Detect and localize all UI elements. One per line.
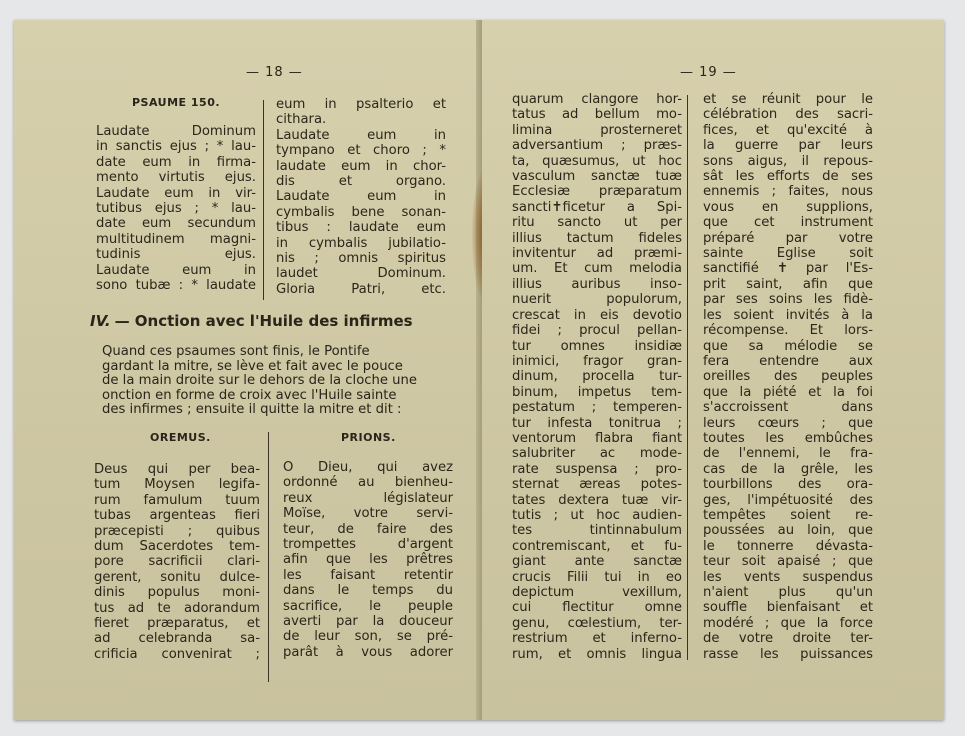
text-line: dinum, procella tur- <box>512 369 682 385</box>
latin-continuation-text <box>512 92 682 662</box>
column-divider-psalm <box>263 100 264 300</box>
oremus-latin-text <box>94 462 260 662</box>
text-line: tus ad te adorandum <box>94 600 260 616</box>
text-line: Laudate eum in <box>96 262 256 278</box>
text-line: sancti✝ficetur a Spi- <box>512 199 682 215</box>
text-line: des infirmes ; ensuite il quitte la mitre et dit : <box>102 402 402 418</box>
text-line: um. Et cum melodia <box>512 261 682 277</box>
text-line: toutes les embûches <box>703 430 873 446</box>
text-line: cui flectitur omne <box>512 600 682 616</box>
text-line: sono tubæ : * laudate <box>96 278 256 294</box>
text-line: dum Sacerdotes tem- <box>94 539 260 555</box>
text-line: préparé par votre <box>703 230 873 246</box>
text-line: laudet Dominum. <box>276 266 446 282</box>
text-line: præcepisti ; quibus <box>94 523 260 539</box>
psalm-title: PSAUME 150. <box>132 96 221 109</box>
text-line: dis et organo. <box>276 174 446 190</box>
text-line: crescat in eis devotio <box>512 307 682 323</box>
text-line: sanctifié ✝ par l'Es- <box>703 261 873 277</box>
psalm-column-2 <box>276 97 446 297</box>
text-line: ennemis ; faites, nous <box>703 184 873 200</box>
text-line: dinis populus moni- <box>94 585 260 601</box>
text-line: restrium et inferno- <box>512 631 682 647</box>
text-line: depictum vexillum, <box>512 585 682 600</box>
section-heading <box>90 312 413 330</box>
text-line: rasse les puissances <box>703 646 873 662</box>
text-line: de leur son, se pré- <box>283 629 453 645</box>
text-line: les vents suspendus <box>703 569 873 585</box>
text-line: tum Moysen legifa- <box>94 477 260 493</box>
text-line: inimici, fragor gran- <box>512 353 682 369</box>
text-line: ges, l'impétuosité des <box>703 492 873 508</box>
text-line: cas de la grêle, les <box>703 461 873 477</box>
text-line: crificia convenirat ; <box>94 646 260 662</box>
column-divider-prayer <box>268 432 269 682</box>
prions-heading: PRIONS. <box>341 431 396 444</box>
text-line: in sanctis ejus ; * lau- <box>96 139 256 155</box>
text-line: tur omnes insidiæ <box>512 338 682 354</box>
text-line: tes tintinnabulum <box>512 523 682 539</box>
text-line: fices, et qu'excité à <box>703 122 873 138</box>
text-line: tutis ; ut hoc audien- <box>512 507 682 523</box>
text-line: Moïse, votre servi- <box>283 506 453 522</box>
text-line: invitentur ad præmi- <box>512 246 682 262</box>
text-line: oreilles des peuples <box>703 369 873 385</box>
text-line: modéré ; que la force <box>703 615 873 631</box>
text-line: Laudate eum in <box>276 189 446 205</box>
text-line: leurs cœurs ; que <box>703 415 873 431</box>
text-line: pestatum ; temperen- <box>512 400 682 416</box>
oremus-heading: OREMUS. <box>150 431 211 444</box>
text-line: et se réunit pour le <box>703 92 873 107</box>
text-line: salubriter ac mode- <box>512 446 682 462</box>
text-line: Laudate eum in vir- <box>96 185 256 201</box>
section-title: — Onction avec l'Huile des infirmes <box>114 312 413 330</box>
text-line: quarum clangore hor- <box>512 92 682 107</box>
text-line: ritu sancto ut per <box>512 215 682 231</box>
text-line: de votre droite ter- <box>703 631 873 647</box>
prions-french-text <box>283 460 453 660</box>
text-line: sacrifice, le peuple <box>283 598 453 614</box>
text-line: sternat æreas potes- <box>512 477 682 493</box>
text-line: le tonnerre dévasta- <box>703 538 873 554</box>
text-line: illius tactum fideles <box>512 230 682 246</box>
text-line: par ses soins les fidè- <box>703 292 873 308</box>
text-line: tubas argenteas fieri <box>94 508 260 524</box>
left-page <box>14 20 480 720</box>
text-line: tempêtes soient re- <box>703 507 873 523</box>
section-number: IV. <box>90 312 111 330</box>
text-line: pore sacrificii clari- <box>94 554 260 570</box>
text-line: prit saint, afin que <box>703 276 873 292</box>
text-line: nis ; omnis spiritus <box>276 251 446 267</box>
column-divider-right <box>687 95 688 660</box>
text-line: averti par la douceur <box>283 614 453 630</box>
text-line: les faisant retentir <box>283 567 453 583</box>
text-line: nuerit populorum, <box>512 292 682 308</box>
text-line: parât à vous adorer <box>283 644 453 660</box>
text-line: multitudinem magni- <box>96 231 256 247</box>
french-continuation-text <box>703 92 873 662</box>
text-line: adversantium ; præs- <box>512 138 682 154</box>
text-line: Laudate eum in <box>276 127 446 143</box>
text-line: récompense. Et lors- <box>703 323 873 339</box>
text-line: n'aient plus qu'un <box>703 585 873 600</box>
text-line: mento virtutis ejus. <box>96 170 256 186</box>
text-line: dans le temps du <box>283 583 453 599</box>
text-line: O Dieu, qui avez <box>283 460 453 475</box>
text-line: fera entendre aux <box>703 353 873 369</box>
text-line: sât les efforts de ses <box>703 169 873 185</box>
text-line: Laudate Dominum <box>96 124 256 139</box>
right-page <box>482 20 944 720</box>
text-line: la guerre par leurs <box>703 138 873 154</box>
open-booklet <box>14 20 944 720</box>
text-line: trompettes d'argent <box>283 537 453 553</box>
text-line: eum in psalterio et <box>276 97 446 112</box>
text-line: ventorum flabra fiant <box>512 430 682 446</box>
text-line: limina prosterneret <box>512 122 682 138</box>
page-number-left: — 18 — <box>246 65 303 80</box>
text-line: contremiscant, et fu- <box>512 538 682 554</box>
text-line: ad celebranda sa- <box>94 631 260 647</box>
text-line: rum, et omnis lingua <box>512 646 682 662</box>
text-line: de l'ennemi, le fra- <box>703 446 873 462</box>
text-line: binum, impetus tem- <box>512 384 682 400</box>
text-line: les soient invités à la <box>703 307 873 323</box>
text-line: genu, cœlestium, ter- <box>512 615 682 631</box>
text-line: tourbillons des ora- <box>703 477 873 493</box>
text-line: rate suspensa ; pro- <box>512 461 682 477</box>
psalm-column-1 <box>96 124 256 293</box>
text-line: Deus qui per bea- <box>94 462 260 477</box>
text-line: Ecclesiæ præparatum <box>512 184 682 200</box>
text-line: que la piété et la foi <box>703 384 873 400</box>
text-line: crucis Filii tui in eo <box>512 569 682 585</box>
text-line: fieret præparatus, et <box>94 616 260 632</box>
text-line: Quand ces psaumes sont finis, le Pontife <box>102 344 370 359</box>
text-line: célébration des sacri- <box>703 107 873 123</box>
text-line: teur, de faire des <box>283 521 453 537</box>
text-line: teur soit apaisé ; que <box>703 554 873 570</box>
text-line: vous en supplions, <box>703 199 873 215</box>
text-line: ordonné au bienheu- <box>283 475 453 491</box>
text-line: tates dextera tuæ vir- <box>512 492 682 508</box>
text-line: tutibus ejus ; * lau- <box>96 201 256 217</box>
text-line: tur infesta tonitrua ; <box>512 415 682 431</box>
text-line: fidei ; procul pellan- <box>512 323 682 339</box>
text-line: date eum secundum <box>96 216 256 232</box>
text-line: poussées au loin, que <box>703 523 873 539</box>
text-line: reux législateur <box>283 490 453 506</box>
text-line: cymbalis bene sonan- <box>276 204 446 220</box>
text-line: tympano et choro ; * <box>276 143 446 159</box>
text-line: gardant la mitre, se lève et fait avec le pouce <box>102 358 403 374</box>
text-line: rum famulum tuum <box>94 492 260 508</box>
text-line: s'accroissent dans <box>703 400 873 416</box>
text-line: que cet instrument <box>703 215 873 231</box>
text-line: in cymbalis jubilatio- <box>276 235 446 251</box>
text-line: tudinis ejus. <box>96 247 256 263</box>
text-line: cithara. <box>276 112 327 128</box>
text-line: vasculum sanctæ tuæ <box>512 169 682 185</box>
text-line: de la main droite sur le dehors de la cloche une <box>102 373 418 389</box>
text-line: sons aigus, il repous- <box>703 153 873 169</box>
text-line: sainte Eglise soit <box>703 246 873 262</box>
text-line: tibus : laudate eum <box>276 220 446 236</box>
page-number-right: — 19 — <box>680 65 737 80</box>
text-line: afin que les prêtres <box>283 552 453 568</box>
text-line: giant ante sanctæ <box>512 554 682 570</box>
text-line: onction en forme de croix avec l'Huile sainte <box>102 387 397 403</box>
text-line: gerent, sonitu dulce- <box>94 569 260 585</box>
text-line: date eum in firma- <box>96 154 256 170</box>
text-line: ta, quæsumus, ut hoc <box>512 153 682 169</box>
rubric-paragraph <box>102 345 462 418</box>
text-line: Gloria Patri, etc. <box>276 281 446 297</box>
text-line: illius auribus inso- <box>512 276 682 292</box>
text-line: laudate eum in chor- <box>276 158 446 174</box>
text-line: souffle bienfaisant et <box>703 600 873 616</box>
text-line: que sa mélodie se <box>703 338 873 354</box>
text-line: tatus ad bellum mo- <box>512 107 682 123</box>
